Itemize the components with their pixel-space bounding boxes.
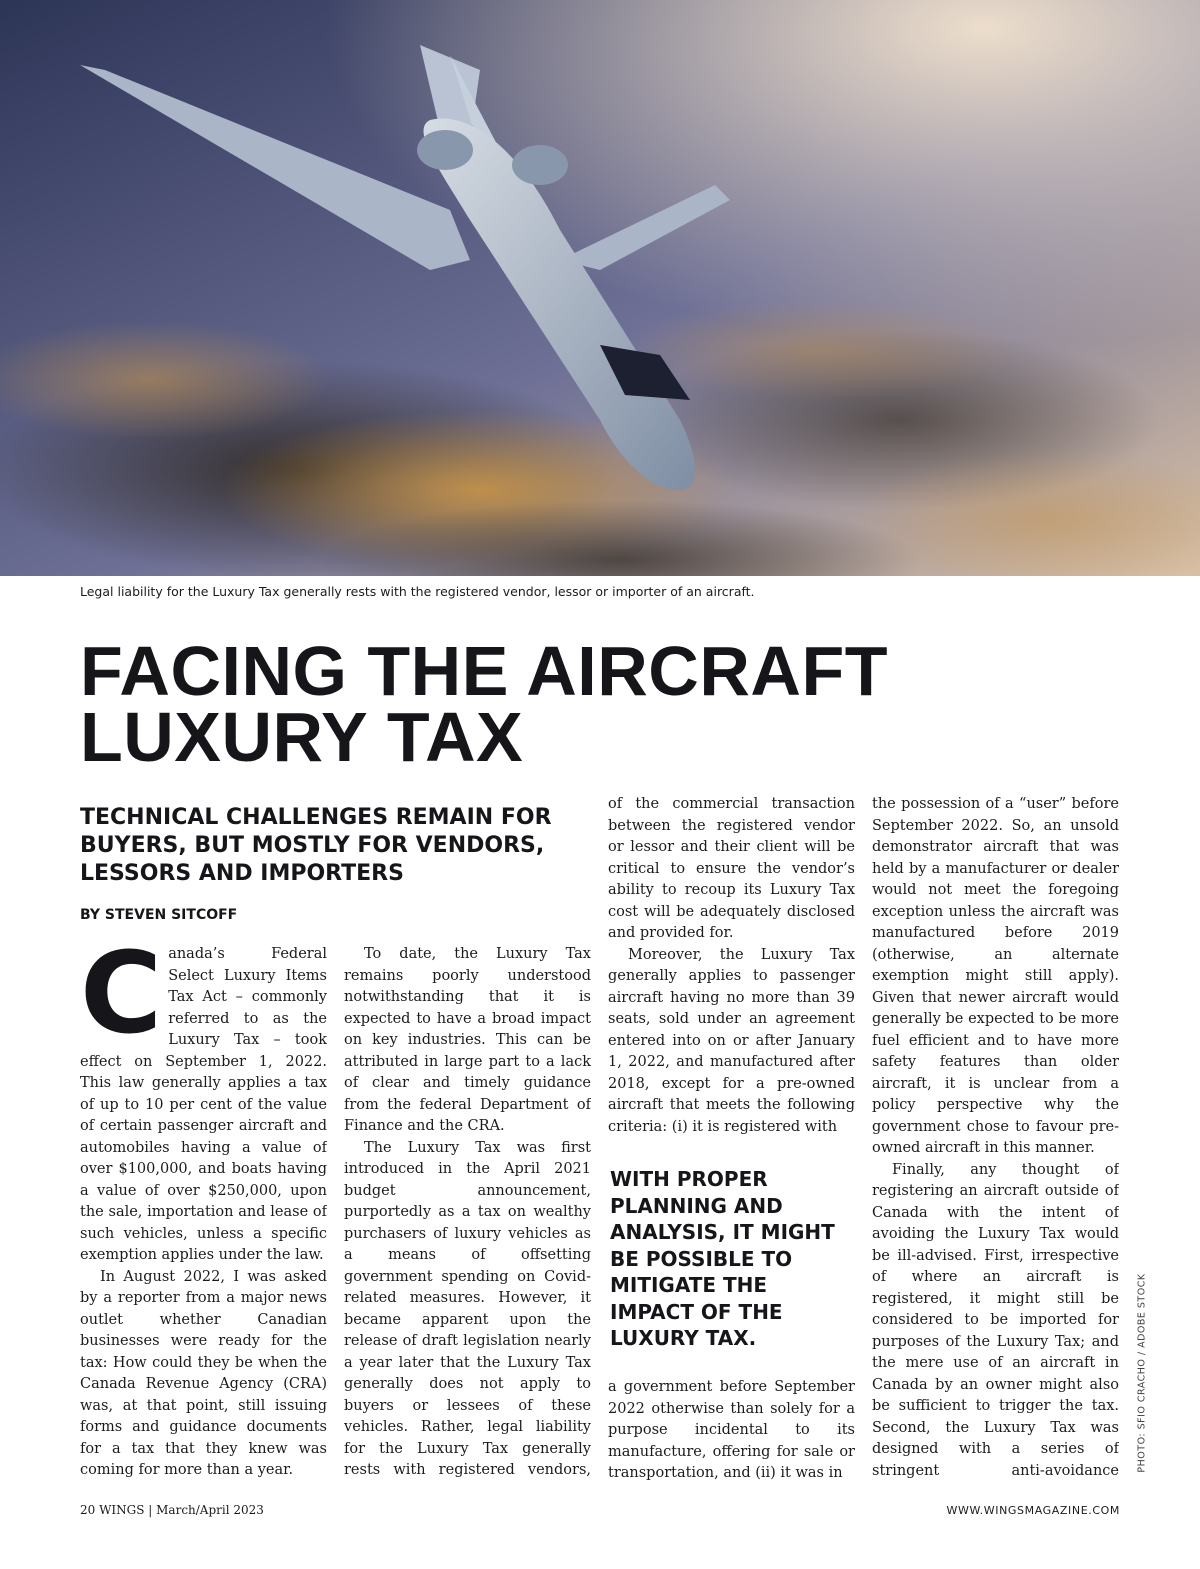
photo-credit-text: PHOTO: SFIO CRACHO / ADOBE STOCK <box>1136 1273 1148 1473</box>
paragraph: Finally, any thought of registering an aircraft outside of Canada with the intent of avoiding the Luxury Tax would be ill-advised. First, irrespective of where an aircraft is registered, it might still be considered to be imported for purposes of the Luxury Tax; and the mere use of an aircraft in Canada by an owner might also be sufficient to trigger the tax. Second, the Luxury Tax was designed with a series of stringent anti-avoidance <box>872 1161 1119 1479</box>
photo-caption: Legal liability for the Luxury Tax generally rests with the registered vendor, lessor or importer of an aircraft. <box>80 584 755 599</box>
headline <box>80 632 1080 776</box>
paragraph: a government before September 2022 otherwise than solely for a purpose incidental to its manufacture, offering for sale or transportation, and (ii) it was in <box>608 1379 855 1481</box>
article-column-1 <box>80 944 327 1484</box>
folio: 20 WINGS | March/April 2023 <box>80 1503 264 1517</box>
paragraph: Moreover, the Luxury Tax generally applies to passenger aircraft having no more than 39 seats, sold under an agreement entered into on or after January 1, 2022, and manufactured after 2018, except for a pre-owned aircraft that meets the following criteria: (i) it is registered with <box>608 946 855 1135</box>
article-column-3-bottom <box>608 1377 855 1485</box>
paragraph: the possession of a “user” before September 2022. So, an unsold demonstrator aircraft that was held by a manufacturer or dealer would not meet the foregoing exception unless the aircraft was manufactured before 2019 (otherwise, an alternate exemption might still apply). Given that newer aircraft would generally be expected to be more fuel efficient and to have more safety features than older aircraft, it is unclear from a policy perspective why the government chose to favour pre-owned aircraft in this manner. <box>872 796 1119 1156</box>
pull-quote: WITH PROPER PLANNING AND ANALYSIS, IT MIGHT BE POSSIBLE TO MITIGATE THE IMPACT OF THE LUXURY TAX. <box>610 1167 835 1350</box>
paragraph: The Luxury Tax was first introduced in the April 2021 budget announcement, purportedly as a tax on wealthy purchasers of luxury vehicles as a means of offsetting government spending on Covid-related measures. However, it became apparent upon the release of draft legislation nearly a year later that the Luxury Tax generally does not apply to buyers or lessees of these vehicles. Rather, legal liability for the Luxury Tax generally rests with registered vendors, <box>344 1139 591 1478</box>
jet-over-clouds-image <box>0 0 1200 576</box>
hero-photo <box>0 0 1200 576</box>
headline-line-1: FACING THE AIRCRAFT <box>80 632 888 710</box>
headline-line-2: LUXURY TAX <box>80 698 524 776</box>
paragraph: In August 2022, I was asked by a reporter from a major news outlet whether Canadian businesses were ready for the tax: How could they be when the Canada Revenue Agency (CRA) was, at that point, still issuing forms and guidance documents for a tax that they knew was coming for more than a year. <box>80 1268 327 1478</box>
subheadline: TECHNICAL CHALLENGES REMAIN FOR BUYERS, BUT MOSTLY FOR VENDORS, LESSORS AND IMPORTERS <box>80 805 552 886</box>
article-column-4 <box>872 794 1119 1484</box>
paragraph: anada’s Federal Select Luxury Items Tax Act – commonly referred to as the Luxury Tax – took effect on September 1, 2022. This law generally applies a tax of up to 10 per cent of the value of certain passenger aircraft and automobiles having a value of over $100,000, and boats having a value of over $250,000, upon the sale, importation and lease of such vehicles, unless a specific exemption applies under the law. <box>80 946 327 1263</box>
paragraph: of the commercial transaction between the registered vendor or lessor and their client will be critical to ensure the vendor’s ability to recoup its Luxury Tax cost will be adequately disclosed and provided for. <box>608 796 855 941</box>
article-column-2 <box>344 944 591 1484</box>
website-url: WWW.WINGSMAGAZINE.COM <box>946 1504 1120 1517</box>
drop-cap: C <box>80 944 163 1059</box>
article-column-3-top <box>608 794 855 1142</box>
photo-credit <box>1135 1273 1149 1473</box>
byline: BY STEVEN SITCOFF <box>80 907 238 923</box>
paragraph: To date, the Luxury Tax remains poorly understood notwithstanding that it is expected to have a broad impact on key industries. This can be attributed in large part to a lack of clear and timely guidance from the federal Department of Finance and the CRA. <box>344 946 591 1134</box>
